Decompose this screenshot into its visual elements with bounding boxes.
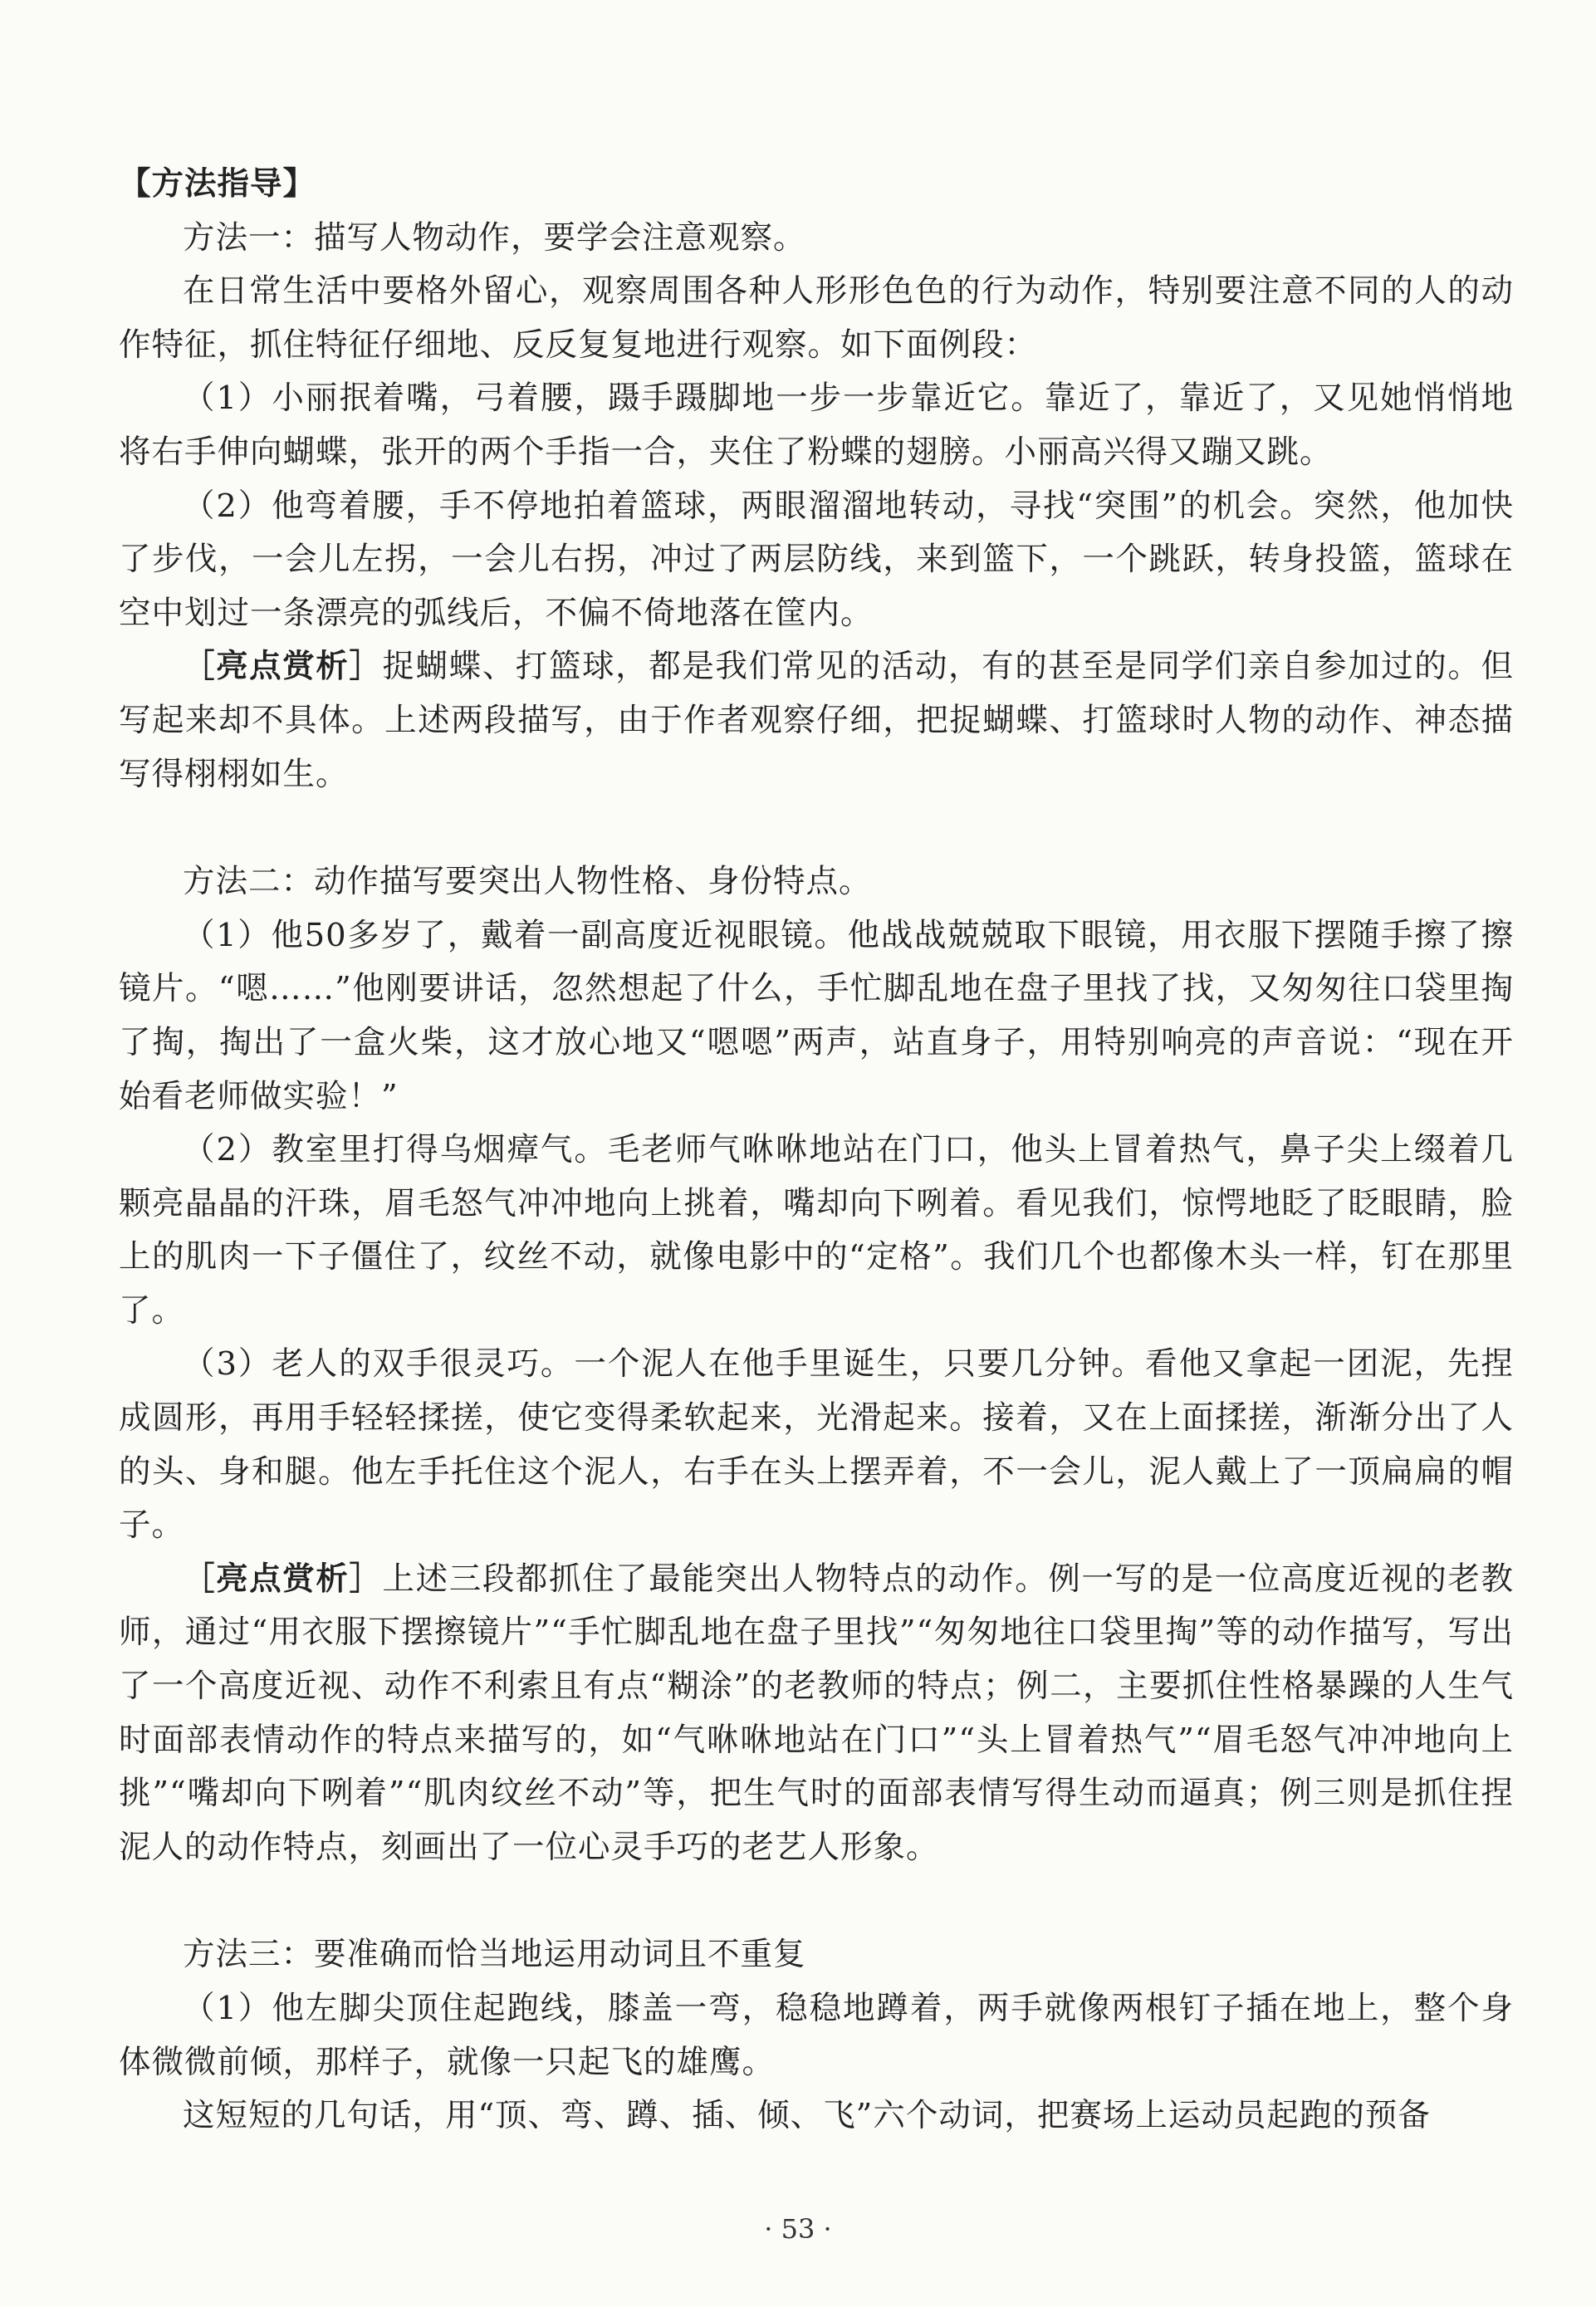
page-number: · 53 · xyxy=(764,2213,832,2245)
method2-analysis-text: 上述三段都抓住了最能突出人物特点的动作。例一写的是一位高度近视的老教师，通过“用衣服下摆擦镜片”“手忙脚乱地在盘子里找”“匆匆地往口袋里掏”等的动作描写，写出了一个高度近视、动作不利索且有点“糊涂”的老教师的特点；例二，主要抓住性格暴躁的人生气时面部表情动作的特点来描写的，如“气咻咻地站在门口”“头上冒着热气”“眉毛怒气冲冲地向上挑”“嘴却向下咧着”“肌肉纹丝不动”等，把生气时的面部表情写得生动而逼真；例三则是抓住捏泥人的动作特点，刻画出了一位心灵手巧的老艺人形象。 xyxy=(119,1560,1514,1866)
method3-example-1: （1）他左脚尖顶住起跑线，膝盖一弯，稳稳地蹲着，两手就像两根钉子插在地上，整个身体微微前倾，那样子，就像一只起飞的雄鹰。 xyxy=(119,1990,1514,2081)
method2-analysis-tag: ［亮点赏析］ xyxy=(183,1560,383,1598)
section-gap xyxy=(119,1874,1514,1928)
method1-analysis-text: 捉蝴蝶、打篮球，都是我们常见的活动，有的甚至是同学们亲自参加过的。但写起来却不具体。上述两段描写，由于作者观察仔细，把捉蝴蝶、打篮球时人物的动作、神态描写得栩栩如生。 xyxy=(119,648,1514,793)
method1-example-1: （1）小丽抿着嘴，弓着腰，蹑手蹑脚地一步一步靠近它。靠近了，靠近了，又见她悄悄地将右手伸向蝴蝶，张开的两个手指一合，夹住了粉蝶的翅膀。小丽高兴得又蹦又跳。 xyxy=(119,380,1514,471)
section-heading: 【方法指导】 xyxy=(119,165,316,203)
method1-title: 方法一：描写人物动作，要学会注意观察。 xyxy=(183,218,806,257)
method1-analysis-tag: ［亮点赏析］ xyxy=(183,648,383,686)
method1-intro: 在日常生活中要格外留心，观察周围各种人形形色色的行为动作，特别要注意不同的人的动作特征，抓住特征仔细地、反反复复地进行观察。如下面例段： xyxy=(119,272,1514,364)
method2-example-2: （2）教室里打得乌烟瘴气。毛老师气咻咻地站在门口，他头上冒着热气，鼻子尖上缀着几颗亮晶晶的汗珠，眉毛怒气冲冲地向上挑着，嘴却向下咧着。看见我们，惊愕地眨了眨眼睛，脸上的肌肉一下子僵住了，纹丝不动，就像电影中的“定格”。我们几个也都像木头一样，钉在那里了。 xyxy=(119,1131,1514,1330)
content xyxy=(119,158,1514,2143)
method3-analysis: 这短短的几句话，用“顶、弯、蹲、插、倾、飞”六个动词，把赛场上运动员起跑的预备 xyxy=(183,2097,1431,2135)
method2-example-3: （3）老人的双手很灵巧。一个泥人在他手里诞生，只要几分钟。看他又拿起一团泥，先捏成圆形，再用手轻轻揉搓，使它变得柔软起来，光滑起来。接着，又在上面揉搓，渐渐分出了人的头、身和腿。他左手托住这个泥人，右手在头上摆弄着，不一会儿，泥人戴上了一顶扁扁的帽子。 xyxy=(119,1345,1514,1545)
method1-analysis xyxy=(119,640,1514,801)
method2-example-1: （1）他50多岁了，戴着一副高度近视眼镜。他战战兢兢取下眼镜，用衣服下摆随手擦了擦镜片。“嗯……”他刚要讲话，忽然想起了什么，手忙脚乱地在盘子里找了找，又匆匆往口袋里掏了掏，掏出了一盒火柴，这才放心地又“嗯嗯”两声，站直身子，用特别响亮的声音说：“现在开始看老师做实验！” xyxy=(119,916,1514,1115)
method1-example-2: （2）他弯着腰，手不停地拍着篮球，两眼溜溜地转动，寻找“突围”的机会。突然，他加快了步伐，一会儿左拐，一会儿右拐，冲过了两层防线，来到篮下，一个跳跃，转身投篮，篮球在空中划过一条漂亮的弧线后，不偏不倚地落在筐内。 xyxy=(119,487,1514,632)
method2-analysis xyxy=(119,1553,1514,1875)
method3-title: 方法三：要准确而恰当地运用动词且不重复 xyxy=(183,1936,806,1974)
method2-title: 方法二：动作描写要突出人物性格、身份特点。 xyxy=(183,863,872,901)
section-gap xyxy=(119,801,1514,855)
